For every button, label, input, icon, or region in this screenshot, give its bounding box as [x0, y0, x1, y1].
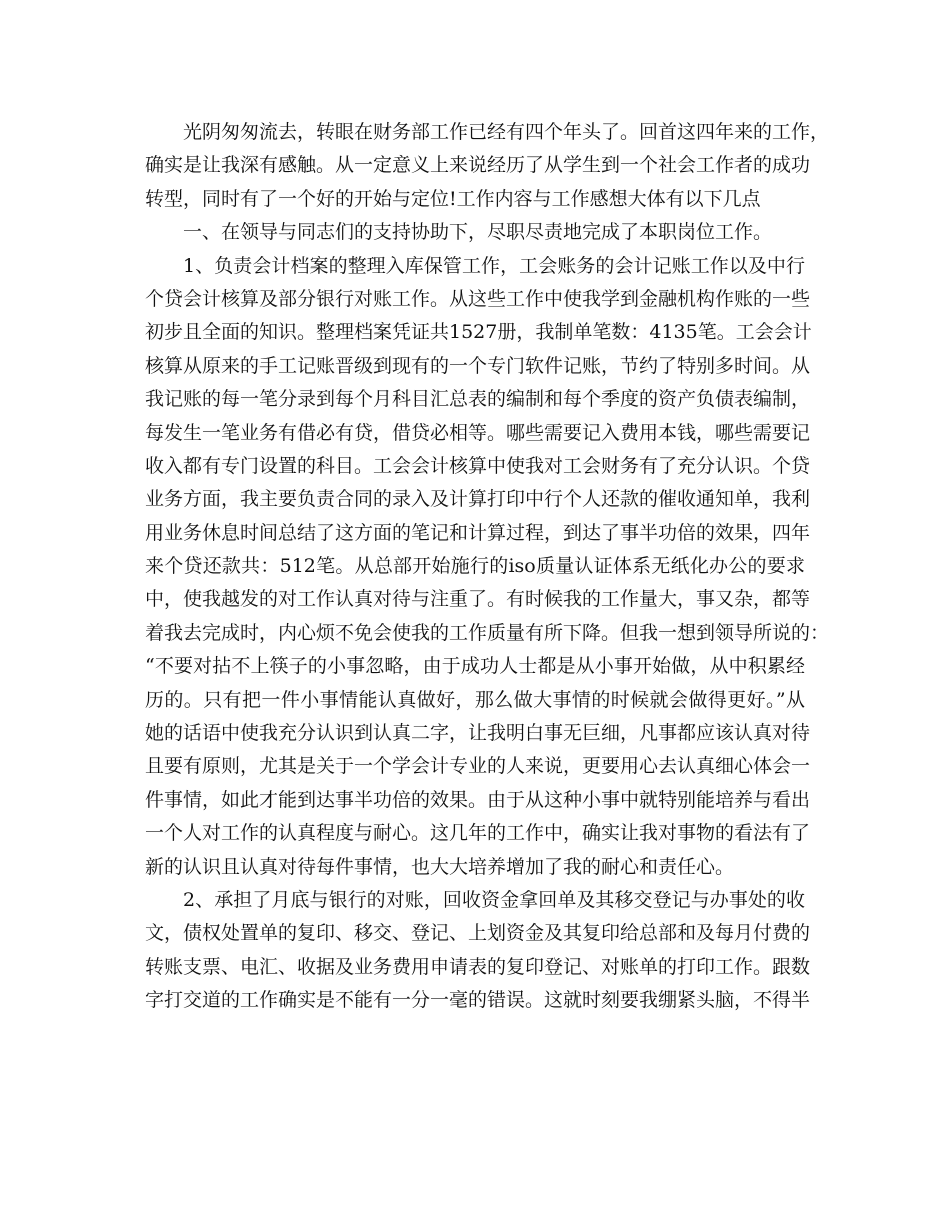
- text-line: 她的话语中使我充分认识到认真二字，让我明白事无巨细，凡事都应该认真对待: [145, 722, 811, 745]
- text-line: 一个人对工作的认真程度与耐心。这几年的工作中，确实让我对事物的看法有了: [145, 822, 811, 845]
- text-line: 收入都有专门设置的科目。工会会计核算中使我对工会财务有了充分认识。个贷: [145, 454, 811, 477]
- text-line: 历的。只有把一件小事情能认真做好，那么做大事情的时候就会做得更好。”从: [145, 688, 805, 711]
- text-line: 每发生一笔业务有借必有贷，借贷必相等。哪些需要记入费用本钱，哪些需要记: [145, 421, 811, 444]
- text-line: 初步且全面的知识。整理档案凭证共1527册，我制单笔数：4135笔。工会会计: [145, 321, 812, 344]
- text-line: 核算从原来的手工记账晋级到现有的一个专门软件记账，节约了特别多时间。从: [145, 354, 811, 377]
- section-heading: 一、在领导与同志们的支持协助下，尽职尽责地完成了本职岗位工作。: [183, 221, 773, 244]
- text-line: 件事情，如此才能到达事半功倍的效果。由于从这种小事中就特别能培养与看出: [145, 788, 811, 811]
- text-line: 转账支票、电汇、收据及业务费用申请表的复印登记、对账单的打印工作。跟数: [145, 955, 811, 978]
- text-line: 用业务休息时间总结了这方面的笔记和计算过程，到达了事半功倍的效果，四年: [145, 521, 811, 544]
- text-line: 业务方面，我主要负责合同的录入及计算打印中行个人还款的催收通知单，我利: [145, 488, 811, 511]
- text-line: 个贷会计核算及部分银行对账工作。从这些工作中使我学到金融机构作账的一些: [145, 287, 811, 310]
- text-line: 且要有原则，尤其是关于一个学会计专业的人来说，更要用心去认真细心体会一: [145, 755, 811, 778]
- text-line: 光阴匆匆流去，转眼在财务部工作已经有四个年头了。回首这四年来的工作，: [183, 121, 830, 143]
- text-line: 来个贷还款共：512笔。从总部开始施行的iso质量认证体系无纸化办公的要求: [145, 555, 805, 578]
- text-line: 2、承担了月底与银行的对账，回收资金拿回单及其移交登记与办事处的收: [183, 888, 805, 911]
- document-body: [145, 116, 830, 1018]
- text-line: “不要对拈不上筷子的小事忽略，由于成功人士都是从小事开始做，从中积累经: [145, 655, 805, 678]
- text-line: 着我去完成时，内心烦不免会使我的工作质量有所下降。但我一想到领导所说的：: [145, 621, 830, 644]
- text-line: 1、负责会计档案的整理入库保管工作，工会账务的会计记账工作以及中行: [183, 254, 805, 277]
- text-line: 中，使我越发的对工作认真对待与注重了。有时候我的工作量大，事又杂，都等: [145, 588, 811, 611]
- text-line: 确实是让我深有感触。从一定意义上来说经历了从学生到一个社会工作者的成功: [145, 154, 811, 177]
- text-line: 我记账的每一笔分录到每个月科目汇总表的编制和每个季度的资产负债表编制，: [145, 388, 811, 411]
- text-line: 字打交道的工作确实是不能有一分一毫的错误。这就时刻要我绷紧头脑，不得半: [145, 989, 811, 1012]
- text-line: 文，债权处置单的复印、移交、登记、上划资金及其复印给总部和及每月付费的: [145, 922, 811, 945]
- text-line: 新的认识且认真对待每件事情，也大大培养增加了我的耐心和责任心。: [145, 855, 735, 878]
- text-line: 转型，同时有了一个好的开始与定位!工作内容与工作感想大体有以下几点: [145, 187, 761, 210]
